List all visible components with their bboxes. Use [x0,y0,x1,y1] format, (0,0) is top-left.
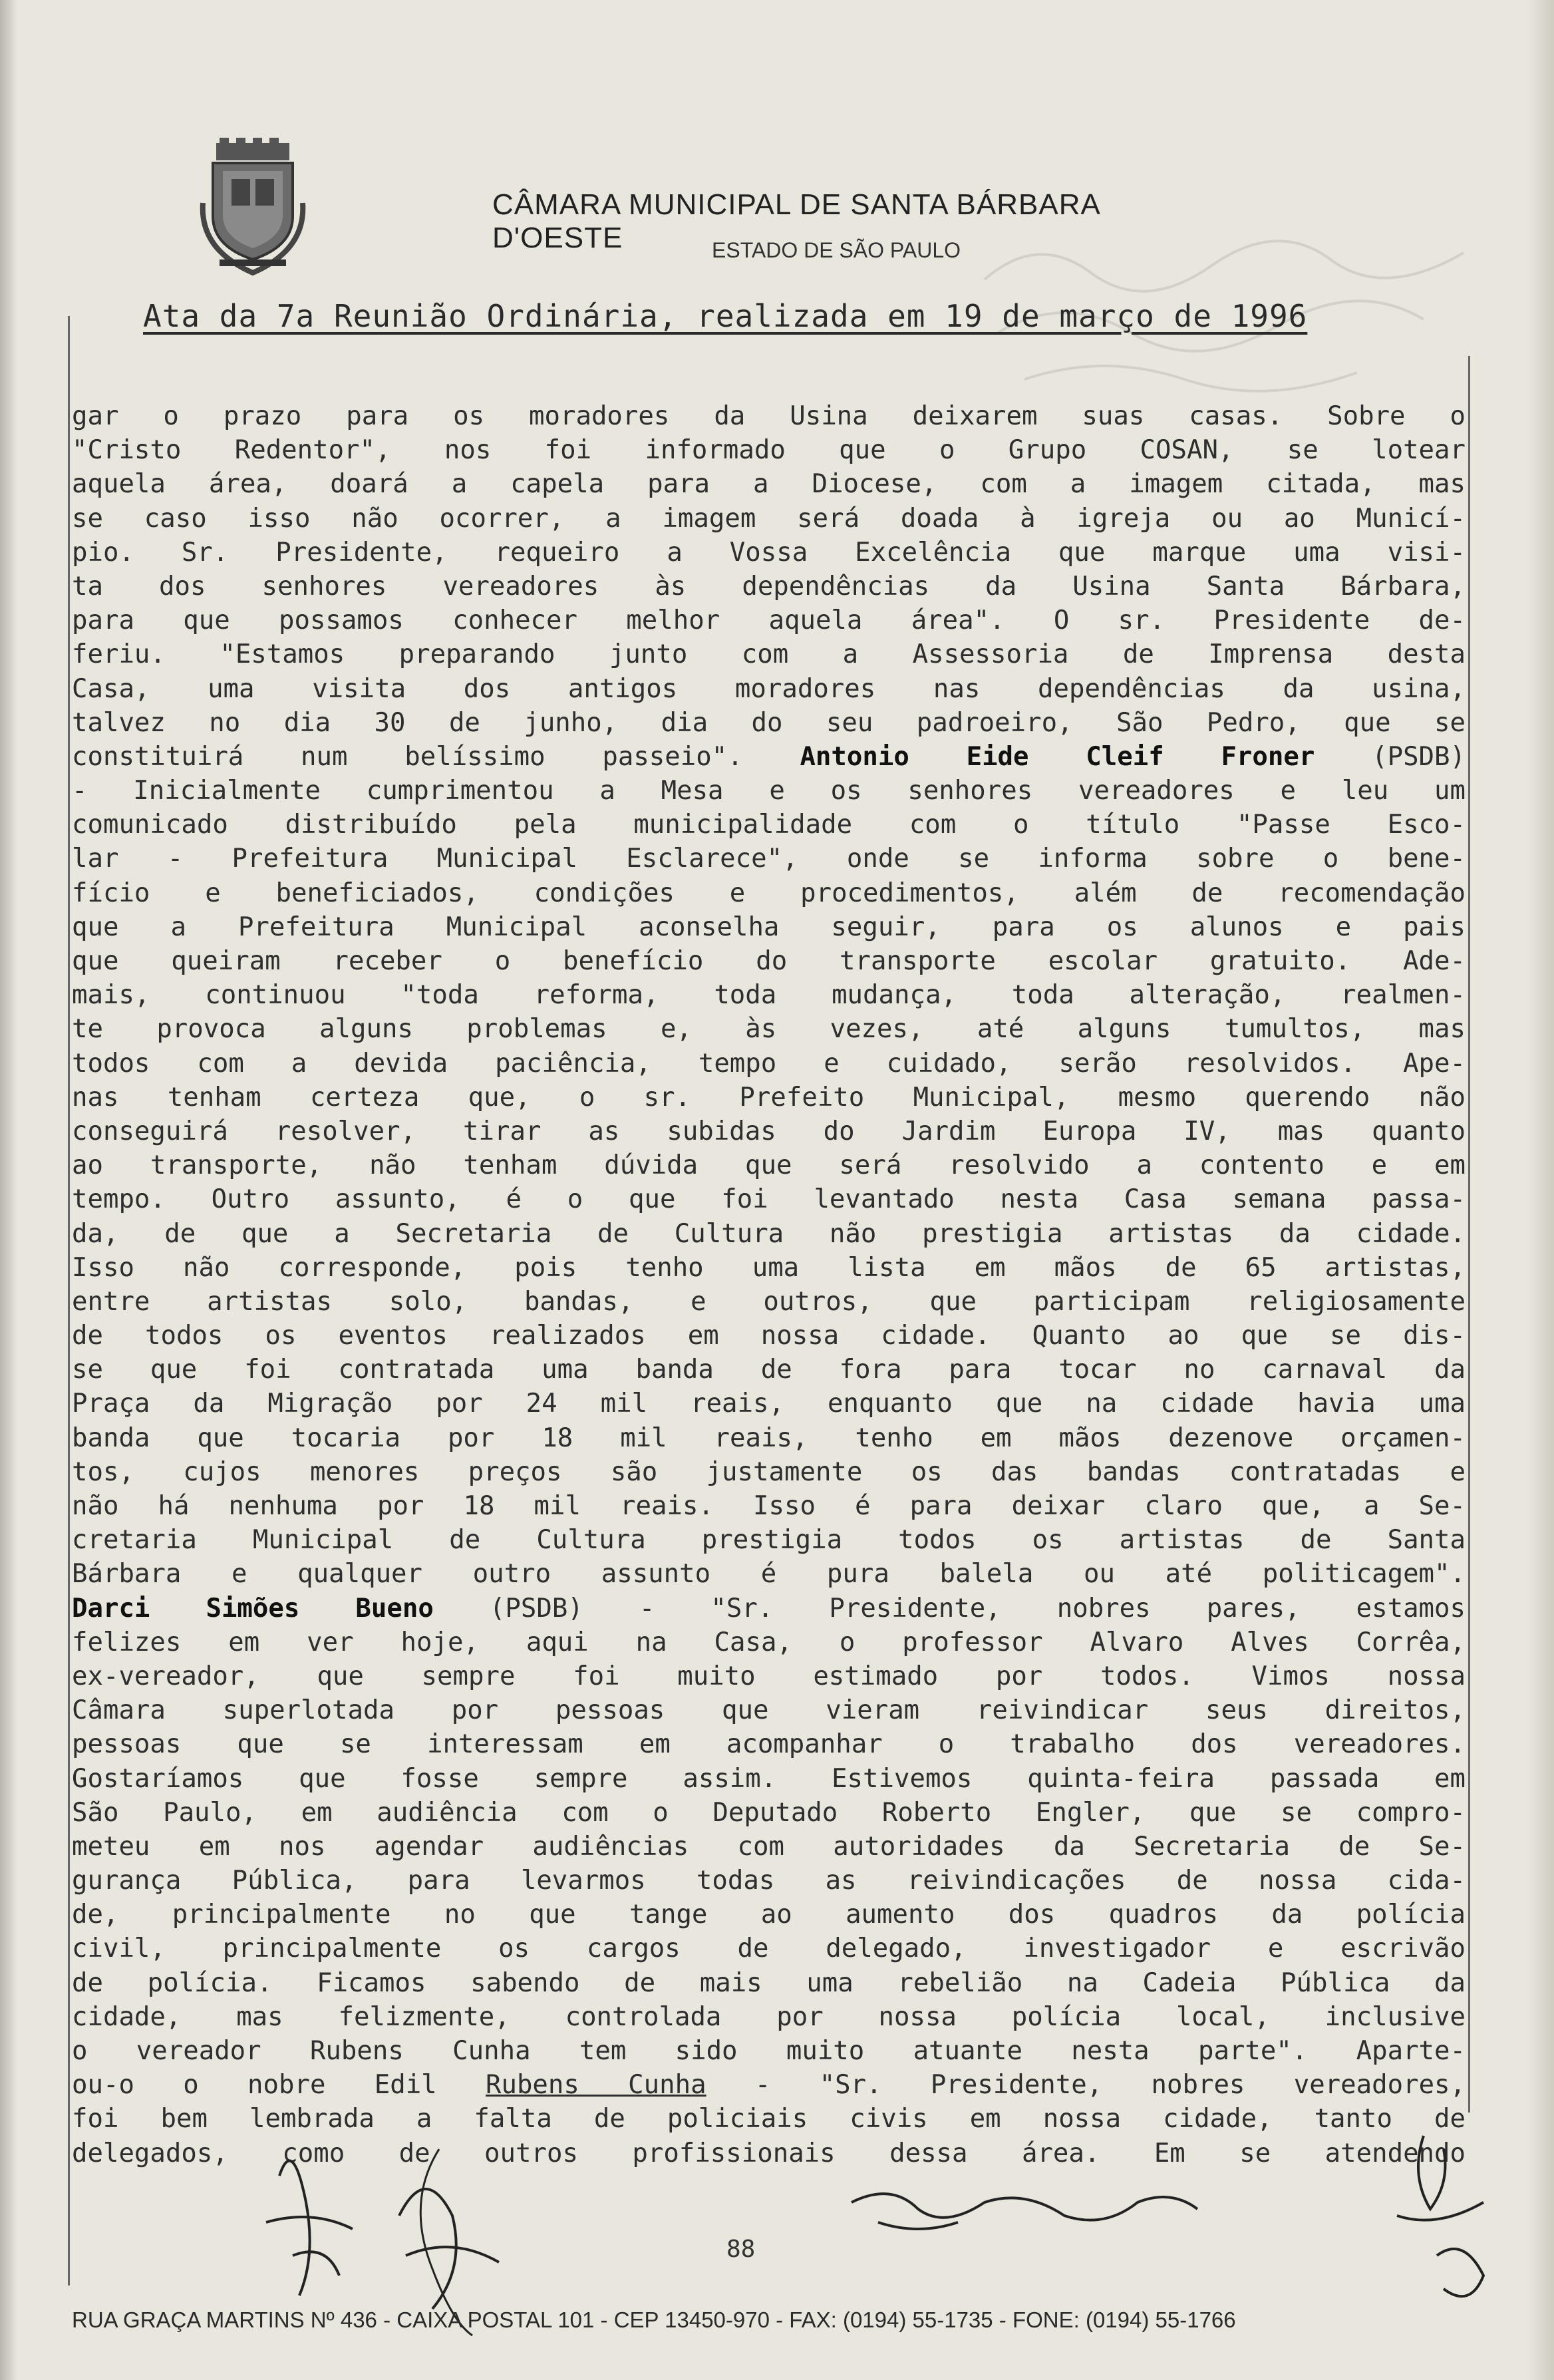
text-line [72,808,1466,842]
text-segment: feriu. "Estamos preparando junto com a Assessoria de Imprensa desta [72,639,1466,670]
text-segment: tempo. Outro assunto, é o que foi levantado nesta Casa semana passa- [72,1184,1466,1215]
text-line [72,672,1466,706]
text-line [72,536,1466,570]
text-segment: Bárbara e qualquer outro assunto é pura balela ou até politicagem". [72,1559,1466,1590]
text-line [72,1353,1466,1387]
text-segment: se caso isso não ocorrer, a imagem será doada à igreja ou ao Municí- [72,503,1466,534]
text-segment: conseguirá resolver, tirar as subidas do Jardim Europa IV, mas quanto [72,1116,1466,1146]
text-segment: entre artistas solo, bandas, e outros, que participam religiosamente [72,1286,1466,1317]
text-line [72,2034,1466,2068]
underlined-name: Rubens Cunha [485,2070,706,2101]
text-line [72,1319,1466,1353]
text-line [72,774,1466,808]
text-segment: foi bem lembrada a falta de policiais civis em nossa cidade, tanto de [72,2104,1466,2134]
text-line [72,1148,1466,1182]
text-segment: - Inicialmente cumprimentou a Mesa e os senhores vereadores e leu um [72,776,1466,806]
text-line [72,1387,1466,1421]
text-line [72,706,1466,740]
text-segment: constituirá num belíssimo passeio". [72,741,800,772]
text-line [72,876,1466,910]
text-segment: de todos os eventos realizados em nossa cidade. Quanto ao que se dis- [72,1321,1466,1351]
text-segment: não há nenhuma por 18 mil reais. Isso é para deixar claro que, a Se- [72,1491,1466,1521]
text-segment: tos, cujos menores preços são justamente os das bandas contratadas e [72,1456,1466,1487]
text-segment: pio. Sr. Presidente, requeiro a Vossa Excelência que marque uma visi- [72,537,1466,568]
page-edge-shadow [0,0,17,2380]
text-segment: delegados, como de outros profissionais dessa área. Em se atendendo [72,2138,1466,2168]
text-line [72,1182,1466,1216]
text-segment: lar - Prefeitura Municipal Esclarece", onde se informa sobre o bene- [72,844,1466,874]
text-line [72,2068,1466,2102]
text-segment: que queiram receber o benefício do transporte escolar gratuito. Ade- [72,946,1466,976]
text-line [72,603,1466,637]
organization-name: CÂMARA MUNICIPAL DE SANTA BÁRBARA D'OESTE [492,188,1100,254]
text-line [72,1081,1466,1114]
text-line [72,1114,1466,1148]
text-segment: aquela área, doará a capela para a Diocese, com a imagem citada, mas [72,469,1466,500]
text-segment: "Cristo Redentor", nos foi informado que o Grupo COSAN, se lotear [72,435,1466,466]
text-segment: ao transporte, não tenham dúvida que será resolvido a contento e em [72,1150,1466,1181]
text-segment: ou-o o nobre Edil [72,2070,486,2101]
minutes-body [72,399,1466,2170]
text-line [72,1455,1466,1489]
text-line [72,637,1466,671]
text-segment: banda que tocaria por 18 mil reais, tenho em mãos dezenove orçamen- [72,1423,1466,1453]
text-segment: se que foi contratada uma banda de fora para tocar no carnaval da [72,1355,1466,1385]
text-line [72,1489,1466,1523]
text-line [72,433,1466,467]
text-segment: pessoas que se interessam em acompanhar o trabalho dos vereadores. [72,1729,1466,1760]
speaker-name: Antonio Eide Cleif Froner [800,741,1315,772]
text-line [72,467,1466,501]
text-segment: todos com a devida paciência, tempo e cuidado, serão resolvidos. Ape- [72,1048,1466,1079]
text-segment: de, principalmente no que tange ao aumento dos quadros da polícia [72,1900,1466,1930]
text-line [72,1932,1466,1965]
text-line [72,1592,1466,1625]
text-segment: que a Prefeitura Municipal aconselha seguir, para os alunos e pais [72,912,1466,942]
speaker-name: Darci Simões Bueno [72,1593,434,1623]
text-line [72,1625,1466,1659]
text-segment: talvez no dia 30 de junho, dia do seu padroeiro, São Pedro, que se [72,707,1466,738]
text-segment: gurança Pública, para levarmos todas as reivindicações de nossa cida- [72,1866,1466,1896]
text-line [72,1966,1466,2000]
text-line [72,2000,1466,2034]
text-segment: da, de que a Secretaria de Cultura não prestigia artistas da cidade. [72,1218,1466,1249]
letterhead [0,0,1554,313]
text-line [72,1421,1466,1455]
text-line [72,944,1466,978]
text-line [72,842,1466,876]
text-line [72,1693,1466,1727]
text-segment: civil, principalmente os cargos de delegado, investigador e escrivão [72,1934,1466,1964]
text-segment: (PSDB) [1315,741,1466,772]
text-line [72,1523,1466,1557]
text-line [72,1796,1466,1830]
text-line [72,910,1466,944]
text-line [72,740,1466,774]
text-segment: cidade, mas felizmente, controlada por nossa polícia local, inclusive [72,2001,1466,2032]
text-line [72,1762,1466,1796]
text-segment: comunicado distribuído pela municipalidade com o título "Passe Esco- [72,810,1466,840]
municipal-coat-of-arms-icon [200,136,306,276]
text-line [72,1830,1466,1864]
text-line [72,978,1466,1012]
text-line [72,1251,1466,1285]
text-line [72,1285,1466,1319]
text-segment: Gostaríamos que fosse sempre assim. Estivemos quinta-feira passada em [72,1763,1466,1794]
text-line [72,1012,1466,1046]
text-segment: Câmara superlotada por pessoas que vieram reivindicar seus direitos, [72,1695,1466,1726]
text-segment: (PSDB) - "Sr. Presidente, nobres pares, estamos [433,1593,1466,1623]
text-line [72,1217,1466,1251]
text-line [72,1659,1466,1693]
text-segment: cretaria Municipal de Cultura prestigia todos os artistas de Santa [72,1525,1466,1556]
text-segment: fício e beneficiados, condições e procedimentos, além de recomendação [72,878,1466,908]
text-line [72,1727,1466,1761]
text-segment: felizes em ver hoje, aqui na Casa, o professor Alvaro Alves Corrêa, [72,1627,1466,1657]
page-number: 88 [726,2236,756,2263]
frame-line-left [68,316,70,2286]
text-segment: para que possamos conhecer melhor aquela área". O sr. Presidente de- [72,605,1466,636]
text-segment: Isso não corresponde, pois tenho uma lista em mãos de 65 artistas, [72,1252,1466,1283]
text-line [72,570,1466,603]
text-segment: gar o prazo para os moradores da Usina deixarem suas casas. Sobre o [72,401,1466,431]
document-title: Ata da 7a Reunião Ordinária, realizada em 19 de março de 1996 [143,298,1308,334]
text-segment: mais, continuou "toda reforma, toda mudança, toda alteração, realmen- [72,980,1466,1011]
text-line [72,1047,1466,1081]
text-segment: meteu em nos agendar audiências com autoridades da Secretaria de Se- [72,1831,1466,1862]
text-line [72,1864,1466,1898]
text-line [72,1557,1466,1591]
text-segment: nas tenham certeza que, o sr. Prefeito Municipal, mesmo querendo não [72,1082,1466,1112]
text-segment: São Paulo, em audiência com o Deputado Roberto Engler, que se compro- [72,1797,1466,1828]
page-edge-shadow-right [1527,0,1554,2380]
text-segment: - "Sr. Presidente, nobres vereadores, [706,2070,1466,2101]
text-line [72,399,1466,433]
text-line [72,1898,1466,1932]
frame-line-right [1468,356,1470,2113]
text-segment: o vereador Rubens Cunha tem sido muito atuante nesta parte". Aparte- [72,2036,1466,2066]
text-segment: Praça da Migração por 24 mil reais, enquanto que na cidade havia uma [72,1389,1466,1419]
text-segment: ta dos senhores vereadores às dependências da Usina Santa Bárbara, [72,571,1466,601]
organization-state: ESTADO DE SÃO PAULO [712,238,961,262]
letterhead-footer-address: RUA GRAÇA MARTINS Nº 436 - CAIXA POSTAL 101 - CEP 13450-970 - FAX: (0194) 55-1735 - FONE: (0194) 55-1766 [72,2307,1236,2332]
text-segment: de polícia. Ficamos sabendo de mais uma rebelião na Cadeia Pública da [72,1967,1466,1998]
text-segment: Casa, uma visita dos antigos moradores nas dependências da usina, [72,673,1466,704]
text-line [72,502,1466,536]
text-segment: ex-vereador, que sempre foi muito estimado por todos. Vimos nossa [72,1661,1466,1691]
text-segment: te provoca alguns problemas e, às vezes, até alguns tumultos, mas [72,1014,1466,1045]
